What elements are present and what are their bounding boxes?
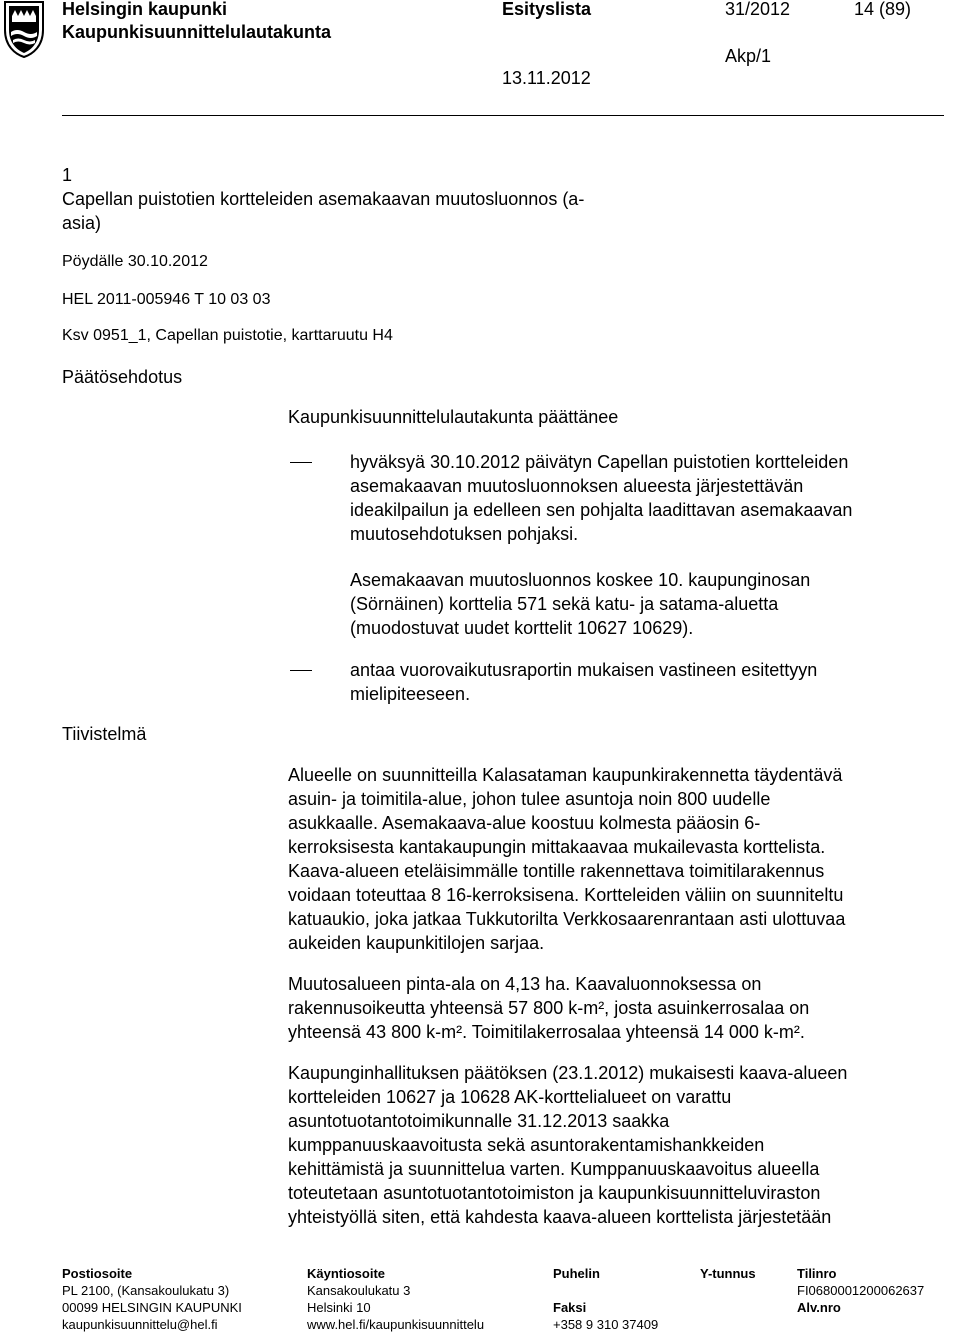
footer-text: Helsinki 10 (307, 1300, 371, 1315)
footer-website-link[interactable]: www.hel.fi/kaupunkisuunnittelu (307, 1317, 485, 1332)
page-number: 14 (89) (854, 0, 912, 19)
text-line: aukeiden kaupunkitilojen sarjaa. (288, 933, 545, 953)
text-line: Alueelle on suunnitteilla Kalasataman kaupunkirakennetta täydentävä (288, 765, 843, 785)
text-line: kortteleiden 10627 ja 10628 AK-korttelialueet on varattu (288, 1087, 732, 1107)
helsinki-crest-icon (3, 0, 45, 58)
ksv-reference: Ksv 0951_1, Capellan puistotie, karttaruutu H4 (62, 327, 393, 344)
meeting-date: 13.11.2012 (502, 68, 591, 88)
text-line: voidaan toteuttaa 8 16-kerroksisena. Kortteleiden väliin on suunniteltu (288, 885, 844, 905)
text-line: antaa vuorovaikutusraportin mukaisen vastineen esitettyyn (350, 660, 818, 680)
text-line: asukkaalle. Asemakaava-alue koostuu kolmesta pääosin 6- (288, 813, 761, 833)
text-line: asemakaavan muutosluonnoksen alueesta järjestettävän (350, 476, 804, 496)
text-line: Kaava-alueen eteläisimmälle tontille rakennettava toimitilarakennus (288, 861, 825, 881)
text-line: hyväksyä 30.10.2012 päivätyn Capellan puistotien kortteleiden (350, 452, 849, 472)
footer-label: Postiosoite (62, 1266, 133, 1281)
proposal-bullet-2 (350, 658, 950, 706)
text-line: (Sörnäinen) korttelia 571 sekä katu- ja satama-aluetta (350, 594, 779, 614)
item-title-line-2: asia) (62, 213, 102, 233)
footer-account-number: FI0680001200062637 (797, 1283, 925, 1298)
text-line: kerroksisesta kantakaupungin mittakaavaa mukailevasta korttelista. (288, 837, 826, 857)
text-line: kumppanuuskaavoitusta sekä asuntorakentamishankkeiden (288, 1135, 765, 1155)
footer-text: PL 2100, (Kansakoulukatu 3) (62, 1283, 230, 1298)
text-line: Asemakaavan muutosluonnos koskee 10. kaupunginosan (350, 570, 811, 590)
footer-postal (62, 1265, 242, 1333)
text-line: toteutetaan asuntotuotantotoimiston ja kaupunkisuunnitteluviraston (288, 1183, 821, 1203)
text-line: muutosehdotuksen pohjaksi. (350, 524, 579, 544)
footer-fax-number: +358 9 310 37409 (553, 1317, 659, 1332)
tabled-date: Pöydälle 30.10.2012 (62, 253, 208, 270)
footer-label: Käyntiosoite (307, 1266, 386, 1281)
agenda-number: 31/2012 (725, 0, 791, 19)
bullet-dash (290, 462, 312, 463)
text-line: (muodostuvat uudet korttelit 10627 10629). (350, 618, 694, 638)
summary-paragraph-3 (288, 1061, 948, 1229)
text-line: yhteensä 43 800 k-m². Toimitilakerrosalaa yhteensä 14 000 k-m². (288, 1022, 805, 1042)
section-code: Akp/1 (725, 46, 772, 66)
text-line: kehittämistä ja suunnittelua varten. Kumppanuuskaavoitus alueella (288, 1159, 820, 1179)
text-line: yhteistyöllä siten, että kahdesta kaava-alueen korttelista järjestetään (288, 1207, 832, 1227)
text-line: katuaukio, joka jatkaa Tukkutorilta Verkkosaarenrantaan asti ulottuvaa (288, 909, 846, 929)
text-line: Kaupunginhallituksen päätöksen (23.1.2012) mukaisesti kaava-alueen (288, 1063, 848, 1083)
summary-heading: Tiivistelmä (62, 724, 147, 744)
text-line: Muutosalueen pinta-ala on 4,13 ha. Kaavaluonnoksessa on (288, 974, 762, 994)
footer-email[interactable]: kaupunkisuunnittelu@hel.fi (62, 1317, 218, 1332)
proposal-intro: Kaupunkisuunnittelulautakunta päättänee (288, 407, 619, 427)
footer-label: Y-tunnus (700, 1266, 756, 1281)
header-rule (62, 115, 944, 116)
footer-ytunnus (700, 1265, 756, 1282)
text-line: rakennusoikeutta yhteensä 57 800 k-m², josta asuinkerrosalaa on (288, 998, 810, 1018)
summary-paragraph-1 (288, 763, 948, 955)
text-line: asuntotuotantotoimikunnalle 31.12.2013 saakka (288, 1111, 670, 1131)
footer-visit (307, 1265, 484, 1333)
proposal-note (350, 568, 950, 640)
item-title-line-1: Capellan puistotien kortteleiden asemakaavan muutosluonnos (a- (62, 189, 585, 209)
footer-label: Alv.nro (797, 1300, 841, 1315)
bullet-dash (290, 670, 312, 671)
footer-text: Kansakoulukatu 3 (307, 1283, 411, 1298)
doc-type: Esityslista (502, 0, 592, 19)
summary-paragraph-2 (288, 972, 948, 1044)
proposal-bullet-1 (350, 450, 950, 546)
text-line: ideakilpailun ja edelleen sen pohjalta laadittavan asemakaavan (350, 500, 853, 520)
footer-label: Tilinro (797, 1266, 837, 1281)
footer-phone (553, 1265, 658, 1333)
board-name: Kaupunkisuunnittelulautakunta (62, 22, 332, 42)
footer-label: Faksi (553, 1300, 587, 1315)
footer-label: Puhelin (553, 1266, 600, 1281)
footer-text: 00099 HELSINGIN KAUPUNKI (62, 1300, 242, 1315)
org-name: Helsingin kaupunki (62, 0, 228, 19)
item-number: 1 (62, 165, 73, 185)
diary-number: HEL 2011-005946 T 10 03 03 (62, 291, 271, 308)
text-line: mielipiteeseen. (350, 684, 471, 704)
proposal-heading: Päätösehdotus (62, 367, 183, 387)
text-line: asuin- ja toimitila-alue, johon tulee asuntoja noin 800 uudelle (288, 789, 771, 809)
footer-account (797, 1265, 924, 1316)
